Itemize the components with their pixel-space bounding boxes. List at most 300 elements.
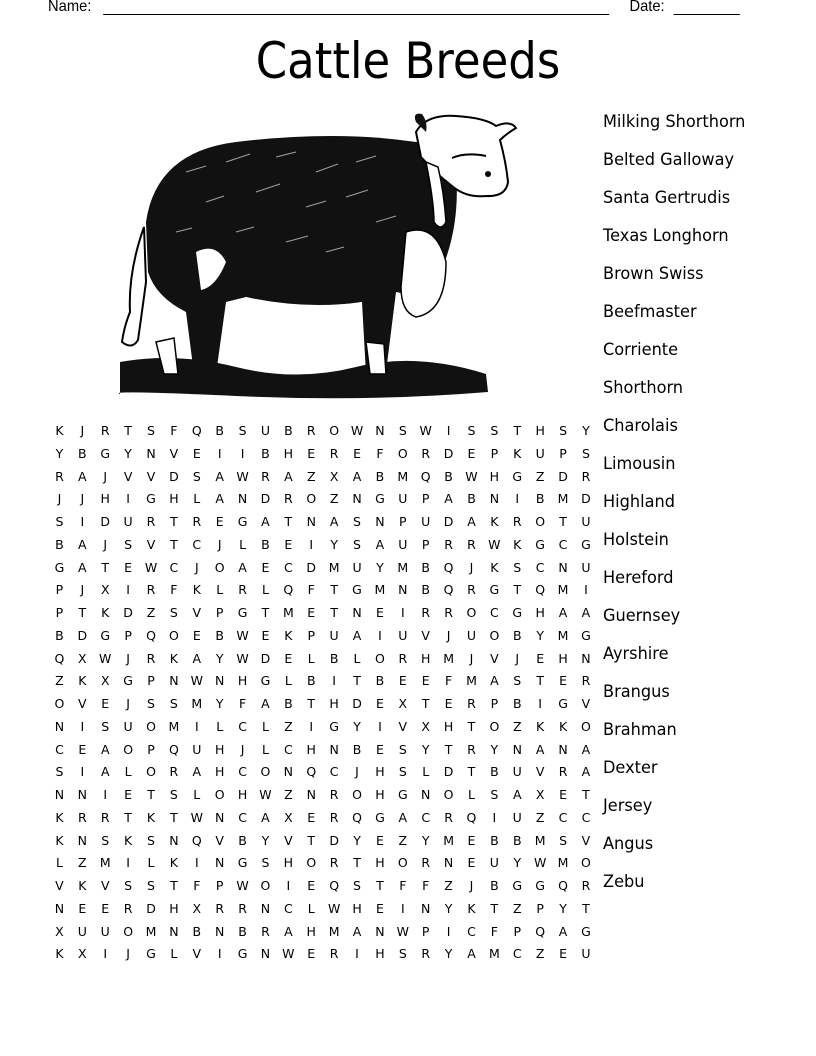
grid-cell[interactable]: G bbox=[397, 787, 408, 802]
grid-cell[interactable]: M bbox=[466, 673, 477, 689]
grid-cell[interactable]: N bbox=[54, 900, 65, 916]
grid-cell[interactable]: C bbox=[490, 605, 499, 620]
grid-cell[interactable]: Z bbox=[146, 605, 156, 620]
grid-cell[interactable]: R bbox=[444, 605, 453, 620]
grid-cell[interactable]: S bbox=[559, 423, 567, 438]
grid-cell[interactable]: A bbox=[78, 559, 87, 575]
grid-cell[interactable]: G bbox=[581, 536, 591, 552]
grid-cell[interactable]: U bbox=[329, 627, 339, 643]
grid-cell[interactable]: Q bbox=[535, 582, 546, 598]
grid-cell[interactable]: A bbox=[284, 923, 293, 939]
grid-cell[interactable]: E bbox=[261, 627, 270, 643]
grid-cell[interactable]: A bbox=[215, 468, 224, 484]
grid-cell[interactable]: L bbox=[147, 855, 155, 871]
grid-cell[interactable]: B bbox=[215, 627, 224, 643]
grid-cell[interactable]: T bbox=[353, 673, 361, 689]
grid-cell[interactable]: J bbox=[126, 696, 130, 711]
grid-cell[interactable]: X bbox=[398, 696, 408, 711]
grid-cell[interactable]: X bbox=[100, 673, 110, 689]
grid-cell[interactable]: G bbox=[146, 946, 156, 962]
grid-cell[interactable]: J bbox=[80, 491, 85, 507]
grid-cell[interactable]: W bbox=[419, 423, 432, 438]
grid-cell[interactable]: L bbox=[216, 718, 224, 734]
grid-cell[interactable]: Q bbox=[168, 741, 179, 757]
grid-cell[interactable]: N bbox=[237, 491, 248, 507]
grid-cell[interactable]: R bbox=[421, 946, 431, 962]
grid-cell[interactable]: A bbox=[558, 605, 568, 620]
grid-cell[interactable]: I bbox=[378, 718, 382, 734]
grid-cell[interactable]: E bbox=[307, 946, 316, 962]
grid-cell[interactable]: A bbox=[238, 559, 247, 575]
grid-cell[interactable]: E bbox=[307, 605, 316, 620]
grid-cell[interactable]: L bbox=[284, 673, 292, 689]
grid-cell[interactable]: S bbox=[398, 423, 407, 438]
grid-cell[interactable]: T bbox=[467, 718, 476, 734]
grid-cell[interactable]: A bbox=[261, 514, 270, 529]
grid-cell[interactable]: D bbox=[123, 605, 133, 620]
grid-cell[interactable]: G bbox=[512, 468, 523, 484]
grid-cell[interactable]: X bbox=[535, 787, 545, 802]
grid-cell[interactable]: X bbox=[284, 809, 293, 825]
grid-cell[interactable]: B bbox=[467, 491, 476, 507]
grid-cell[interactable]: E bbox=[192, 627, 201, 643]
grid-cell[interactable]: C bbox=[329, 764, 339, 780]
grid-cell[interactable]: K bbox=[124, 832, 133, 848]
grid-cell[interactable]: C bbox=[192, 536, 202, 552]
grid-cell[interactable]: H bbox=[535, 423, 545, 438]
grid-cell[interactable]: B bbox=[490, 832, 499, 848]
grid-cell[interactable]: E bbox=[375, 741, 384, 757]
grid-cell[interactable]: G bbox=[260, 673, 271, 689]
grid-cell[interactable]: R bbox=[146, 514, 156, 529]
grid-cell[interactable]: N bbox=[421, 900, 431, 916]
grid-cell[interactable]: M bbox=[557, 855, 569, 871]
grid-cell[interactable]: L bbox=[124, 764, 132, 780]
date-field-line[interactable] bbox=[674, 0, 740, 15]
grid-cell[interactable]: U bbox=[260, 423, 271, 438]
grid-cell[interactable]: A bbox=[512, 787, 522, 802]
grid-cell[interactable]: R bbox=[306, 423, 316, 438]
grid-cell[interactable]: T bbox=[582, 787, 590, 802]
grid-cell[interactable]: O bbox=[329, 423, 340, 438]
grid-cell[interactable]: S bbox=[513, 559, 522, 575]
grid-cell[interactable]: H bbox=[237, 673, 248, 689]
grid-cell[interactable]: Y bbox=[536, 627, 544, 643]
grid-cell[interactable]: T bbox=[536, 673, 544, 689]
grid-cell[interactable]: H bbox=[420, 650, 431, 666]
grid-cell[interactable]: N bbox=[489, 491, 500, 507]
grid-cell[interactable]: V bbox=[100, 878, 110, 893]
grid-cell[interactable]: T bbox=[513, 423, 522, 438]
grid-cell[interactable]: S bbox=[55, 514, 64, 529]
grid-cell[interactable]: Y bbox=[444, 900, 453, 916]
grid-cell[interactable]: N bbox=[352, 491, 362, 507]
grid-cell[interactable]: N bbox=[169, 673, 179, 689]
grid-cell[interactable]: T bbox=[124, 809, 132, 825]
grid-cell[interactable]: H bbox=[169, 900, 179, 916]
grid-cell[interactable]: L bbox=[261, 718, 269, 734]
grid-cell[interactable]: J bbox=[469, 878, 474, 893]
grid-cell[interactable]: B bbox=[306, 673, 316, 689]
grid-cell[interactable]: R bbox=[581, 673, 591, 689]
grid-cell[interactable]: Q bbox=[191, 832, 202, 848]
grid-cell[interactable]: I bbox=[515, 491, 520, 507]
grid-cell[interactable]: E bbox=[284, 536, 293, 552]
grid-cell[interactable]: S bbox=[147, 423, 155, 438]
grid-cell[interactable]: G bbox=[535, 536, 545, 552]
grid-cell[interactable]: B bbox=[329, 650, 339, 666]
grid-cell[interactable]: R bbox=[467, 582, 476, 598]
grid-cell[interactable]: G bbox=[146, 491, 156, 507]
grid-cell[interactable]: V bbox=[192, 946, 202, 962]
grid-cell[interactable]: Z bbox=[78, 855, 87, 871]
grid-cell[interactable]: Z bbox=[444, 878, 453, 893]
grid-cell[interactable]: S bbox=[169, 605, 178, 620]
grid-cell[interactable]: T bbox=[170, 878, 178, 893]
grid-cell[interactable]: U bbox=[398, 627, 408, 643]
grid-cell[interactable]: A bbox=[467, 946, 476, 962]
grid-cell[interactable]: K bbox=[192, 582, 201, 598]
grid-cell[interactable]: W bbox=[190, 673, 203, 689]
grid-cell[interactable]: U bbox=[100, 923, 110, 939]
grid-cell[interactable]: H bbox=[283, 855, 294, 871]
grid-cell[interactable]: J bbox=[80, 582, 85, 598]
grid-cell[interactable]: F bbox=[399, 878, 407, 893]
grid-cell[interactable]: E bbox=[307, 809, 316, 825]
grid-cell[interactable]: O bbox=[123, 741, 134, 757]
grid-cell[interactable]: I bbox=[446, 423, 451, 438]
grid-cell[interactable]: K bbox=[169, 855, 178, 871]
grid-cell[interactable]: E bbox=[124, 787, 133, 802]
grid-cell[interactable]: E bbox=[375, 900, 384, 916]
grid-cell[interactable]: J bbox=[126, 650, 130, 666]
grid-cell[interactable]: V bbox=[581, 832, 591, 848]
grid-cell[interactable]: R bbox=[238, 582, 247, 598]
grid-cell[interactable]: E bbox=[124, 559, 133, 575]
grid-cell[interactable]: F bbox=[193, 878, 201, 893]
grid-cell[interactable]: E bbox=[101, 696, 110, 711]
grid-cell[interactable]: N bbox=[306, 514, 316, 529]
grid-cell[interactable]: H bbox=[329, 696, 339, 711]
grid-cell[interactable]: I bbox=[309, 718, 314, 734]
grid-cell[interactable]: T bbox=[444, 741, 453, 757]
grid-cell[interactable]: H bbox=[169, 491, 179, 507]
grid-cell[interactable]: I bbox=[126, 491, 130, 507]
grid-cell[interactable]: H bbox=[306, 741, 316, 757]
grid-cell[interactable]: L bbox=[170, 946, 178, 962]
grid-cell[interactable]: P bbox=[147, 673, 155, 689]
grid-cell[interactable]: C bbox=[512, 946, 522, 962]
grid-cell[interactable]: L bbox=[193, 491, 201, 507]
grid-cell[interactable]: Y bbox=[215, 696, 224, 711]
grid-cell[interactable]: E bbox=[192, 445, 201, 461]
grid-cell[interactable]: T bbox=[261, 605, 270, 620]
grid-cell[interactable]: P bbox=[421, 491, 430, 507]
grid-cell[interactable]: O bbox=[535, 514, 546, 529]
grid-cell[interactable]: M bbox=[374, 582, 386, 598]
grid-cell[interactable]: T bbox=[330, 582, 338, 598]
grid-cell[interactable]: U bbox=[512, 809, 522, 825]
grid-cell[interactable]: U bbox=[352, 559, 362, 575]
grid-cell[interactable]: X bbox=[421, 718, 430, 734]
grid-cell[interactable]: T bbox=[490, 900, 499, 916]
grid-cell[interactable]: D bbox=[352, 696, 362, 711]
grid-cell[interactable]: T bbox=[421, 696, 430, 711]
grid-cell[interactable]: P bbox=[215, 605, 224, 620]
grid-cell[interactable]: K bbox=[55, 946, 64, 962]
grid-cell[interactable]: U bbox=[535, 445, 545, 461]
grid-cell[interactable]: F bbox=[307, 582, 315, 598]
grid-cell[interactable]: S bbox=[398, 741, 407, 757]
grid-cell[interactable]: G bbox=[237, 946, 248, 962]
grid-cell[interactable]: M bbox=[557, 491, 569, 507]
grid-cell[interactable]: N bbox=[558, 559, 568, 575]
grid-cell[interactable]: S bbox=[261, 855, 270, 871]
grid-cell[interactable]: P bbox=[490, 696, 499, 711]
grid-cell[interactable]: U bbox=[398, 536, 408, 552]
grid-cell[interactable]: J bbox=[103, 468, 108, 484]
grid-cell[interactable]: C bbox=[558, 809, 568, 825]
grid-cell[interactable]: E bbox=[78, 900, 87, 916]
grid-cell[interactable]: R bbox=[169, 764, 179, 780]
grid-cell[interactable]: C bbox=[238, 809, 247, 825]
grid-cell[interactable]: J bbox=[126, 946, 130, 962]
grid-cell[interactable]: K bbox=[78, 673, 87, 689]
grid-cell[interactable]: N bbox=[375, 423, 385, 438]
grid-cell[interactable]: C bbox=[55, 741, 64, 757]
grid-cell[interactable]: R bbox=[421, 605, 431, 620]
grid-cell[interactable]: J bbox=[446, 627, 451, 643]
grid-cell[interactable]: I bbox=[400, 900, 405, 916]
grid-cell[interactable]: C bbox=[558, 536, 568, 552]
grid-cell[interactable]: R bbox=[261, 468, 270, 484]
grid-cell[interactable]: Z bbox=[535, 809, 545, 825]
grid-cell[interactable]: B bbox=[261, 536, 270, 552]
grid-cell[interactable]: R bbox=[146, 582, 156, 598]
grid-cell[interactable]: H bbox=[352, 900, 362, 916]
grid-cell[interactable]: Z bbox=[535, 468, 545, 484]
grid-cell[interactable]: I bbox=[217, 445, 222, 461]
grid-cell[interactable]: V bbox=[398, 718, 408, 734]
grid-cell[interactable]: K bbox=[284, 627, 293, 643]
grid-cell[interactable]: N bbox=[169, 832, 179, 848]
grid-cell[interactable]: Z bbox=[398, 832, 408, 848]
grid-cell[interactable]: R bbox=[55, 468, 64, 484]
grid-cell[interactable]: I bbox=[538, 696, 542, 711]
grid-cell[interactable]: Q bbox=[329, 878, 340, 893]
grid-cell[interactable]: K bbox=[467, 900, 476, 916]
grid-cell[interactable]: T bbox=[307, 696, 316, 711]
grid-cell[interactable]: A bbox=[352, 468, 362, 484]
grid-cell[interactable]: F bbox=[238, 696, 247, 711]
grid-cell[interactable]: A bbox=[261, 809, 270, 825]
grid-cell[interactable]: L bbox=[261, 582, 269, 598]
grid-cell[interactable]: B bbox=[512, 627, 522, 643]
grid-cell[interactable]: L bbox=[467, 787, 475, 802]
grid-cell[interactable]: W bbox=[533, 855, 547, 871]
grid-cell[interactable]: I bbox=[446, 923, 451, 939]
grid-cell[interactable]: R bbox=[215, 900, 225, 916]
grid-cell[interactable]: O bbox=[489, 718, 500, 734]
grid-cell[interactable]: F bbox=[422, 878, 430, 893]
grid-cell[interactable]: M bbox=[328, 923, 340, 939]
grid-cell[interactable]: C bbox=[283, 741, 293, 757]
grid-cell[interactable]: D bbox=[443, 514, 454, 529]
grid-cell[interactable]: E bbox=[78, 741, 87, 757]
grid-cell[interactable]: M bbox=[168, 718, 180, 734]
grid-cell[interactable]: T bbox=[101, 559, 110, 575]
grid-cell[interactable]: L bbox=[353, 650, 361, 666]
grid-cell[interactable]: N bbox=[375, 923, 385, 939]
grid-cell[interactable]: X bbox=[100, 582, 110, 598]
grid-cell[interactable]: R bbox=[558, 764, 568, 780]
grid-cell[interactable]: A bbox=[100, 764, 110, 780]
grid-cell[interactable]: L bbox=[261, 741, 269, 757]
grid-cell[interactable]: H bbox=[306, 923, 316, 939]
grid-cell[interactable]: G bbox=[100, 445, 111, 461]
grid-cell[interactable]: A bbox=[100, 741, 110, 757]
grid-cell[interactable]: W bbox=[190, 809, 203, 825]
grid-cell[interactable]: E bbox=[536, 650, 545, 666]
grid-cell[interactable]: M bbox=[443, 650, 454, 666]
grid-cell[interactable]: A bbox=[398, 809, 408, 825]
grid-cell[interactable]: R bbox=[467, 741, 476, 757]
grid-cell[interactable]: H bbox=[375, 787, 385, 802]
grid-cell[interactable]: U bbox=[192, 741, 202, 757]
grid-cell[interactable]: O bbox=[352, 787, 362, 802]
grid-cell[interactable]: U bbox=[421, 514, 431, 529]
grid-cell[interactable]: M bbox=[191, 696, 203, 711]
grid-cell[interactable]: E bbox=[467, 445, 476, 461]
grid-cell[interactable]: O bbox=[397, 445, 408, 461]
grid-cell[interactable]: V bbox=[421, 627, 430, 643]
grid-cell[interactable]: M bbox=[397, 559, 409, 575]
grid-cell[interactable]: P bbox=[513, 923, 522, 939]
grid-cell[interactable]: A bbox=[329, 514, 339, 529]
grid-cell[interactable]: B bbox=[375, 468, 385, 484]
grid-cell[interactable]: T bbox=[170, 809, 178, 825]
grid-cell[interactable]: J bbox=[469, 650, 474, 666]
grid-cell[interactable]: Q bbox=[535, 923, 546, 939]
grid-cell[interactable]: X bbox=[192, 900, 202, 916]
grid-cell[interactable]: I bbox=[126, 855, 130, 871]
grid-cell[interactable]: M bbox=[99, 855, 111, 871]
grid-cell[interactable]: S bbox=[101, 718, 110, 734]
grid-cell[interactable]: W bbox=[259, 787, 272, 802]
grid-cell[interactable]: M bbox=[397, 468, 409, 484]
grid-cell[interactable]: S bbox=[147, 832, 155, 848]
grid-cell[interactable]: D bbox=[443, 445, 454, 461]
grid-cell[interactable]: Y bbox=[330, 536, 338, 552]
grid-cell[interactable]: I bbox=[332, 673, 336, 689]
grid-cell[interactable]: T bbox=[513, 582, 522, 598]
grid-cell[interactable]: Y bbox=[353, 832, 361, 848]
grid-cell[interactable]: Q bbox=[558, 878, 568, 893]
grid-cell[interactable]: R bbox=[444, 536, 453, 552]
grid-cell[interactable]: P bbox=[147, 741, 155, 757]
grid-cell[interactable]: R bbox=[581, 878, 591, 893]
grid-cell[interactable]: J bbox=[240, 741, 245, 757]
grid-cell[interactable]: H bbox=[535, 605, 545, 620]
grid-cell[interactable]: I bbox=[80, 514, 85, 529]
grid-cell[interactable]: V bbox=[215, 832, 224, 848]
grid-cell[interactable]: E bbox=[559, 787, 567, 802]
grid-cell[interactable]: S bbox=[490, 787, 499, 802]
grid-cell[interactable]: I bbox=[400, 605, 405, 620]
grid-cell[interactable]: B bbox=[215, 423, 224, 438]
grid-cell[interactable]: L bbox=[307, 900, 315, 916]
grid-cell[interactable]: A bbox=[467, 514, 476, 529]
grid-cell[interactable]: B bbox=[284, 696, 293, 711]
grid-cell[interactable]: H bbox=[558, 650, 568, 666]
grid-cell[interactable]: B bbox=[535, 491, 545, 507]
grid-cell[interactable]: E bbox=[467, 855, 476, 871]
grid-cell[interactable]: Q bbox=[443, 559, 454, 575]
name-field-line[interactable] bbox=[103, 0, 609, 15]
grid-cell[interactable]: W bbox=[144, 559, 158, 575]
grid-cell[interactable]: G bbox=[558, 696, 568, 711]
grid-cell[interactable]: P bbox=[124, 627, 132, 643]
grid-cell[interactable]: U bbox=[581, 514, 591, 529]
grid-cell[interactable]: A bbox=[581, 605, 591, 620]
grid-cell[interactable]: H bbox=[375, 946, 385, 962]
grid-cell[interactable]: O bbox=[54, 696, 65, 711]
grid-cell[interactable]: O bbox=[214, 559, 225, 575]
grid-cell[interactable]: O bbox=[123, 923, 134, 939]
grid-cell[interactable]: A bbox=[581, 764, 591, 780]
grid-cell[interactable]: A bbox=[284, 468, 293, 484]
grid-cell[interactable]: R bbox=[192, 514, 202, 529]
grid-cell[interactable]: N bbox=[283, 764, 294, 780]
grid-cell[interactable]: R bbox=[329, 946, 339, 962]
grid-cell[interactable]: G bbox=[375, 491, 385, 507]
grid-cell[interactable]: B bbox=[421, 559, 430, 575]
grid-cell[interactable]: B bbox=[512, 832, 522, 848]
grid-cell[interactable]: B bbox=[55, 536, 64, 552]
grid-cell[interactable]: E bbox=[559, 673, 567, 689]
grid-cell[interactable]: M bbox=[557, 582, 569, 598]
grid-cell[interactable]: E bbox=[467, 832, 476, 848]
grid-cell[interactable]: Y bbox=[55, 445, 64, 461]
grid-cell[interactable]: G bbox=[123, 673, 133, 689]
grid-cell[interactable]: S bbox=[353, 536, 361, 552]
grid-cell[interactable]: N bbox=[375, 514, 385, 529]
grid-cell[interactable]: E bbox=[307, 878, 316, 893]
grid-cell[interactable]: T bbox=[170, 536, 178, 552]
grid-cell[interactable]: N bbox=[306, 787, 316, 802]
grid-cell[interactable]: P bbox=[55, 605, 64, 620]
grid-cell[interactable]: J bbox=[469, 559, 474, 575]
grid-cell[interactable]: G bbox=[329, 718, 339, 734]
grid-cell[interactable]: U bbox=[123, 718, 133, 734]
grid-cell[interactable]: R bbox=[581, 468, 591, 484]
grid-cell[interactable]: W bbox=[236, 468, 249, 484]
grid-cell[interactable]: O bbox=[146, 718, 156, 734]
grid-cell[interactable]: S bbox=[353, 514, 361, 529]
grid-cell[interactable]: P bbox=[536, 900, 544, 916]
grid-cell[interactable]: G bbox=[237, 514, 248, 529]
grid-cell[interactable]: E bbox=[215, 514, 224, 529]
grid-cell[interactable]: K bbox=[101, 605, 110, 620]
grid-cell[interactable]: L bbox=[422, 764, 430, 780]
grid-cell[interactable]: T bbox=[147, 787, 155, 802]
grid-cell[interactable]: R bbox=[284, 491, 293, 507]
grid-cell[interactable]: V bbox=[169, 445, 179, 461]
grid-cell[interactable]: C bbox=[467, 923, 476, 939]
grid-cell[interactable]: E bbox=[284, 650, 293, 666]
grid-cell[interactable]: T bbox=[170, 514, 178, 529]
grid-cell[interactable]: H bbox=[214, 764, 225, 780]
